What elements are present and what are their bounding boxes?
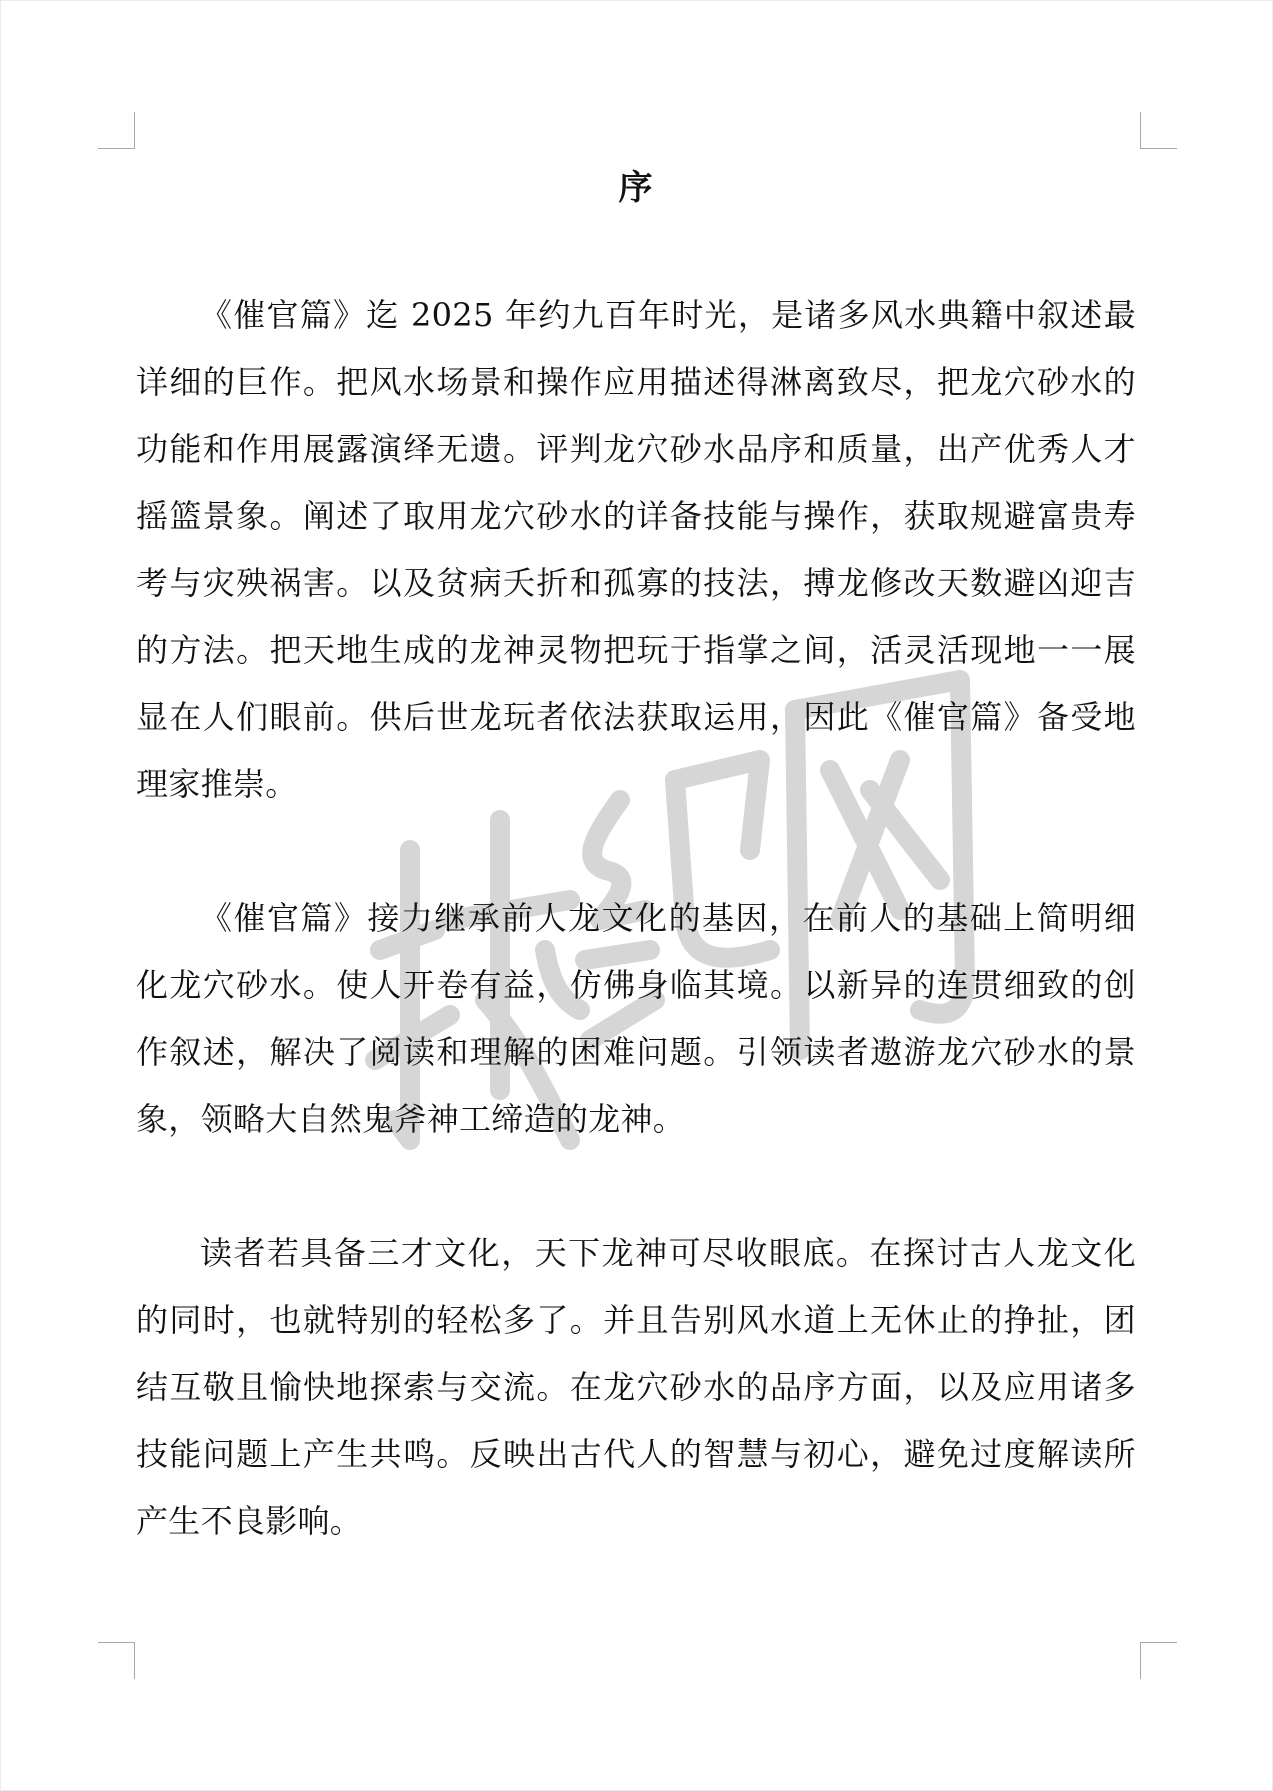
paragraph: 《催官篇》迄 2025 年约九百年时光，是诸多风水典籍中叙述最详细的巨作。把风水场景和操作应用描述得淋离致尽，把龙穴砂水的功能和作用展露演绎无遗。评判龙穴砂水品序和质量，出产优秀人才摇篮景象。阐述了取用龙穴砂水的详备技能与操作，获取规避富贵寿考与灾殃祸害。以及贫病夭折和孤寡的技法，搏龙修改天数避凶迎吉的方法。把天地生成的龙神灵物把玩于指掌之间，活灵活现地一一展显在人们眼前。供后世龙玩者依法获取运用，因此《催官篇》备受地理家推崇。 bbox=[136, 296, 1136, 803]
margin-mark-bottom-left bbox=[98, 1642, 135, 1679]
margin-mark-top-left bbox=[98, 112, 135, 149]
document-body bbox=[136, 282, 1136, 1622]
paragraph: 《催官篇》接力继承前人龙文化的基因，在前人的基础上简明细化龙穴砂水。使人开卷有益，仿佛身临其境。以新异的连贯细致的创作叙述，解决了阅读和理解的困难问题。引领读者遨游龙穴砂水的景象，领略大自然鬼斧神工缔造的龙神。 bbox=[136, 899, 1136, 1138]
margin-mark-top-right bbox=[1140, 112, 1177, 149]
page-title: 序 bbox=[618, 168, 655, 208]
paragraph: 读者若具备三才文化，天下龙神可尽收眼底。在探讨古人龙文化的同时，也就特别的轻松多了。并且告别风水道上无休止的挣扯，团结互敬且愉快地探索与交流。在龙穴砂水的品序方面，以及应用诸多技能问题上产生共鸣。反映出古代人的智慧与初心，避免过度解读所产生不良影响。 bbox=[136, 1234, 1136, 1540]
margin-mark-bottom-right bbox=[1140, 1642, 1177, 1679]
